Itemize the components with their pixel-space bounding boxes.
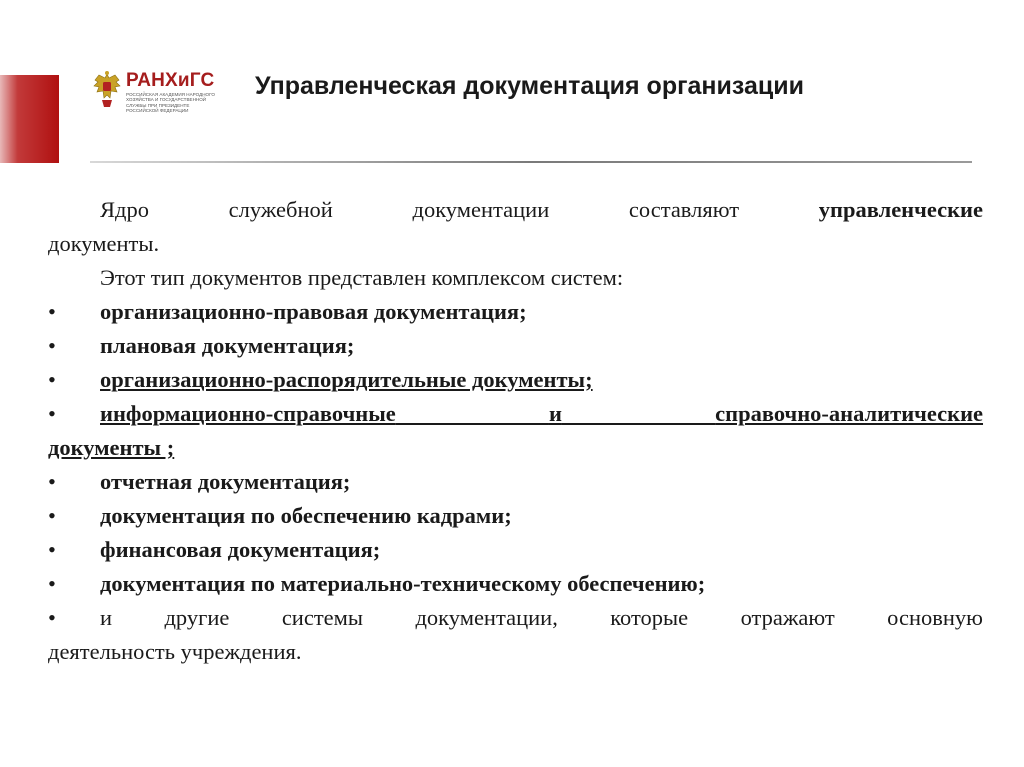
list-item: [48, 567, 983, 601]
list-item: [48, 295, 983, 329]
list-item: [48, 329, 983, 363]
intro-word: документации: [412, 197, 550, 222]
list-item-info-tail: документы ;: [48, 435, 175, 460]
list-item: [48, 499, 983, 533]
intro-word: составляют: [628, 197, 740, 222]
list-item-text: отчетная документация;: [100, 469, 351, 494]
intro-bold-word: управленческие: [818, 197, 983, 222]
slide-title: Управленческая документация организации: [255, 72, 804, 100]
list-item-text: организационно-распорядительные документы;: [100, 367, 593, 392]
info-word: и: [548, 401, 562, 426]
systems-intro: Этот тип документов представлен комплексом систем:: [100, 265, 624, 290]
intro-word: служебной: [228, 197, 333, 222]
bullet-mark: •: [48, 469, 56, 494]
ranepa-logo: [93, 70, 223, 112]
logo-subtext: РОССИЙСКАЯ АКАДЕМИЯ НАРОДНОГО ХОЗЯЙСТВА И ГОСУДАРСТВЕННОЙ СЛУЖБЫ ПРИ ПРЕЗИДЕНТЕ РОССИЙСКОЙ ФЕДЕРАЦИИ: [126, 92, 215, 114]
list-item-info: [48, 397, 983, 431]
list-item: [48, 465, 983, 499]
logo-brand-name: РАНХиГС: [126, 70, 215, 91]
slide-content: [48, 193, 983, 669]
list-item-other: [48, 601, 983, 635]
list-item-text: и другие системы документации, которые отражают основную: [100, 605, 983, 630]
info-word: справочно-аналитические: [715, 401, 984, 426]
list-item-text: финансовая документация;: [100, 537, 381, 562]
list-item: [48, 533, 983, 567]
list-item-text: плановая документация;: [100, 333, 355, 358]
bullet-mark: •: [48, 401, 56, 426]
list-item-text: документация по обеспечению кадрами;: [100, 503, 512, 528]
bullet-mark: •: [48, 333, 56, 358]
list-item-text: [100, 397, 983, 431]
list-item-other-tail: деятельность учреждения.: [48, 639, 302, 664]
bullet-mark: •: [48, 537, 56, 562]
list-item: [48, 363, 983, 397]
intro-word: Ядро: [100, 197, 149, 222]
intro-line: [48, 193, 983, 227]
list-item-text: организационно-правовая документация;: [100, 299, 527, 324]
info-word: информационно-справочные: [100, 401, 396, 426]
title-divider: [90, 161, 972, 163]
double-headed-eagle-icon: [93, 70, 121, 110]
accent-bar: [0, 75, 59, 163]
bullet-mark: •: [48, 605, 56, 630]
bullet-mark: •: [48, 367, 56, 392]
bullet-mark: •: [48, 503, 56, 528]
list-item-text: документация по материально-техническому обеспечению;: [100, 571, 706, 596]
intro-tail: документы.: [48, 231, 160, 256]
bullet-mark: •: [48, 299, 56, 324]
bullet-mark: •: [48, 571, 56, 596]
